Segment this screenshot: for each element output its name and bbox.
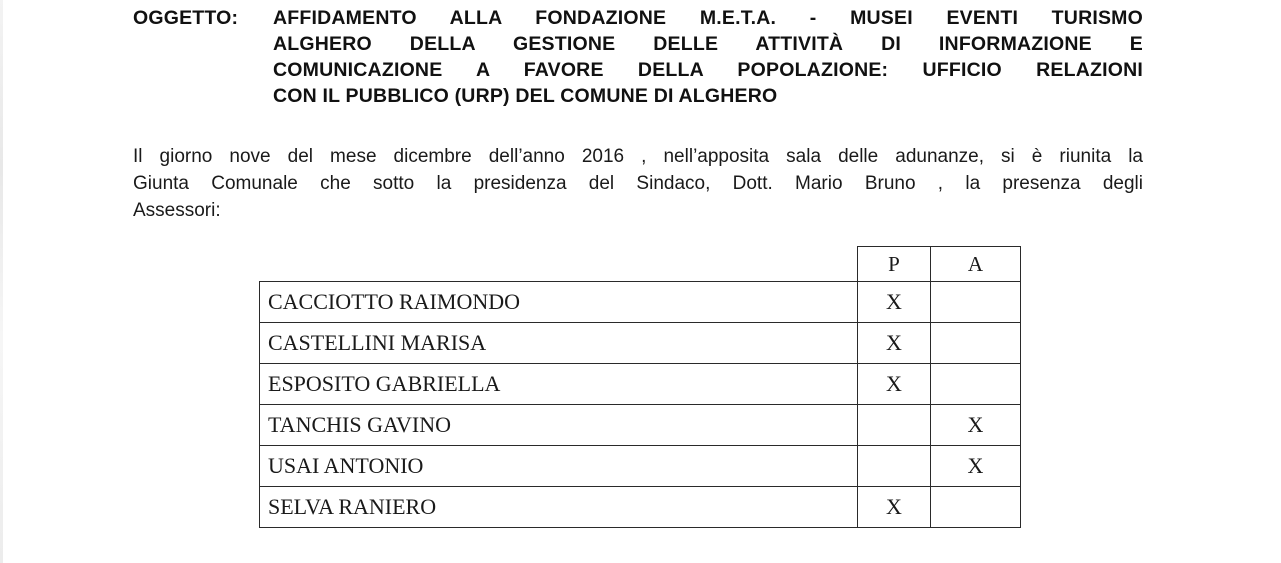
present-mark: X (858, 364, 931, 405)
intro-line: Il giorno nove del mese dicembre dell’anno 2016 , nell’apposita sala delle adunanze, si è riunita la (133, 146, 1143, 167)
header-blank-cell (260, 247, 858, 282)
attendance-row (260, 405, 1021, 446)
attendance-row (260, 364, 1021, 405)
subject-line: COMUNICAZIONE A FAVORE DELLA POPOLAZIONE: UFFICIO RELAZIONI (273, 59, 1143, 81)
subject-line: CON IL PUBBLICO (URP) DEL COMUNE DI ALGHERO (273, 85, 778, 107)
subject-line: ALGHERO DELLA GESTIONE DELLE ATTIVITÀ DI INFORMAZIONE E (273, 33, 1143, 55)
present-mark: X (858, 282, 931, 323)
attendance-table (259, 246, 1021, 528)
absent-mark (931, 282, 1021, 323)
subject-block (133, 5, 1143, 109)
subject-line: AFFIDAMENTO ALLA FONDAZIONE M.E.T.A. - MUSEI EVENTI TURISMO (273, 7, 1143, 29)
member-name: USAI ANTONIO (260, 446, 858, 487)
absent-mark (931, 487, 1021, 528)
attendance-row (260, 282, 1021, 323)
intro-line: Giunta Comunale che sotto la presidenza del Sindaco, Dott. Mario Bruno , la presenza degli (133, 173, 1143, 194)
member-name: SELVA RANIERO (260, 487, 858, 528)
header-absent: A (931, 247, 1021, 282)
attendance-row (260, 487, 1021, 528)
absent-mark: X (931, 405, 1021, 446)
subject-text (273, 5, 1143, 109)
attendance-row (260, 446, 1021, 487)
member-name: ESPOSITO GABRIELLA (260, 364, 858, 405)
scan-edge (0, 0, 3, 563)
present-mark: X (858, 487, 931, 528)
attendance-row (260, 323, 1021, 364)
subject-label: OGGETTO: (133, 7, 239, 29)
header-present: P (858, 247, 931, 282)
attendance-header-row (260, 247, 1021, 282)
present-mark (858, 405, 931, 446)
absent-mark (931, 323, 1021, 364)
intro-paragraph (133, 143, 1143, 224)
present-mark: X (858, 323, 931, 364)
present-mark (858, 446, 931, 487)
intro-line: Assessori: (133, 200, 221, 221)
absent-mark: X (931, 446, 1021, 487)
member-name: CASTELLINI MARISA (260, 323, 858, 364)
member-name: CACCIOTTO RAIMONDO (260, 282, 858, 323)
absent-mark (931, 364, 1021, 405)
member-name: TANCHIS GAVINO (260, 405, 858, 446)
